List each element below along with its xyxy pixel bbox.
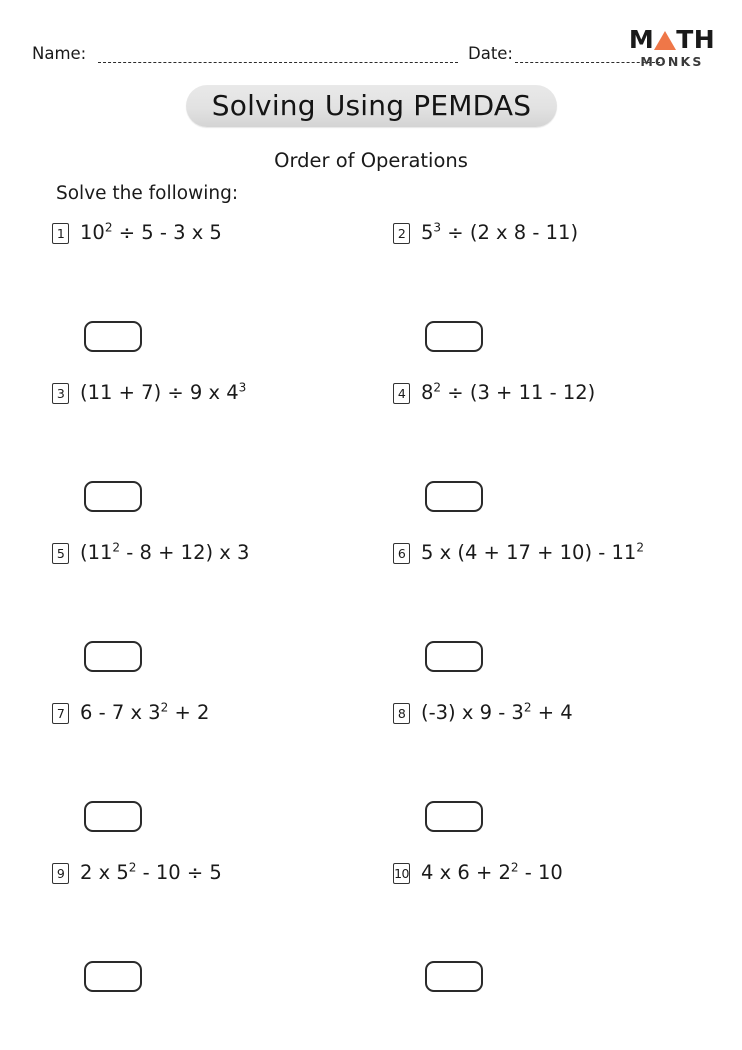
problem-statement: [52, 540, 249, 566]
problem-row: [0, 536, 742, 696]
exponent: 2: [510, 860, 519, 875]
logo-m-letter: M: [628, 25, 655, 54]
logo-monks-text: MONKS: [640, 54, 704, 69]
page-subtitle: Order of Operations: [274, 149, 468, 172]
problem-number-badge: 6: [393, 543, 410, 564]
exponent: 2: [160, 700, 169, 715]
answer-box[interactable]: [425, 641, 483, 672]
exponent: 2: [636, 540, 644, 555]
problem-9: [52, 856, 382, 1016]
problem-expression: $5^3 \div (2$ x 8 - 11): [421, 220, 579, 244]
problem-row: [0, 376, 742, 536]
problem-number-badge: 5: [52, 543, 69, 564]
problem-number-badge: 1: [52, 223, 69, 244]
problem-expression: $10^2 \div 5 - 3$ x 5: [80, 220, 222, 244]
exponent: 3: [238, 380, 247, 395]
exponent: 2: [523, 700, 532, 715]
logo-th-letters: TH: [676, 25, 716, 54]
problem-expression: $8^2 \div (3 + 11 - 12)$: [421, 380, 596, 404]
problem-number-badge: 7: [52, 703, 69, 724]
problem-statement: [393, 380, 595, 406]
problem-statement: [52, 220, 222, 246]
problem-statement: [52, 700, 209, 726]
problem-row: [0, 696, 742, 856]
math-monks-logo: [626, 26, 718, 72]
answer-box[interactable]: [425, 321, 483, 352]
orange-triangle-icon: [654, 31, 676, 50]
problem-statement: [393, 540, 644, 566]
problem-statement: [52, 860, 222, 886]
exponent: 2: [104, 220, 113, 235]
problem-expression: $(11^2 - 8 + 12)$ x 3: [80, 540, 250, 564]
problems-grid: [0, 216, 742, 1016]
problem-number-badge: 8: [393, 703, 410, 724]
page-header: [0, 0, 742, 78]
instruction-text: Solve the following:: [56, 183, 239, 204]
worksheet-title-banner: [186, 85, 557, 127]
problem-10: [393, 856, 723, 1016]
problem-8: [393, 696, 723, 856]
page-title: Solving Using PEMDAS: [211, 89, 532, 122]
name-label: Name:: [32, 44, 87, 63]
answer-box[interactable]: [425, 481, 483, 512]
problem-number-badge: 10: [393, 863, 410, 884]
problem-statement: [393, 860, 563, 886]
problem-1: [52, 216, 382, 376]
exponent: 2: [433, 380, 442, 395]
problem-expression: 5 x $(4 + 17 + 10) - 11^2$: [421, 540, 644, 564]
problem-expression: (11 + 7) ÷ 9 x $4^3$: [80, 380, 247, 404]
problem-5: [52, 536, 382, 696]
problem-statement: [393, 220, 578, 246]
problem-statement: [393, 700, 573, 726]
answer-box[interactable]: [84, 801, 142, 832]
problem-statement: [52, 380, 246, 406]
problem-6: [393, 536, 723, 696]
problem-expression: (-3) x $9 - 3^2 + 4$: [421, 700, 573, 724]
problem-expression: 2 x $5^2 - 10 \div 5$: [80, 860, 222, 884]
problem-number-badge: 9: [52, 863, 69, 884]
exponent: 2: [112, 540, 121, 555]
problem-row: [0, 856, 742, 1016]
problem-7: [52, 696, 382, 856]
problem-3: [52, 376, 382, 536]
problem-row: [0, 216, 742, 376]
logo-wordmark: [626, 26, 718, 54]
problem-number-badge: 3: [52, 383, 69, 404]
name-write-line[interactable]: [98, 62, 458, 63]
problem-2: [393, 216, 723, 376]
answer-box[interactable]: [425, 961, 483, 992]
answer-box[interactable]: [84, 641, 142, 672]
problem-4: [393, 376, 723, 536]
problem-number-badge: 2: [393, 223, 410, 244]
answer-box[interactable]: [84, 481, 142, 512]
date-label: Date:: [468, 44, 513, 63]
problem-expression: 4 x $6 + 2^2 - 10$: [421, 860, 563, 884]
exponent: 2: [128, 860, 137, 875]
answer-box[interactable]: [84, 321, 142, 352]
problem-expression: 6 - 7 x $3^2 + 2$: [80, 700, 210, 724]
answer-box[interactable]: [84, 961, 142, 992]
problem-number-badge: 4: [393, 383, 410, 404]
answer-box[interactable]: [425, 801, 483, 832]
exponent: 3: [433, 220, 442, 235]
